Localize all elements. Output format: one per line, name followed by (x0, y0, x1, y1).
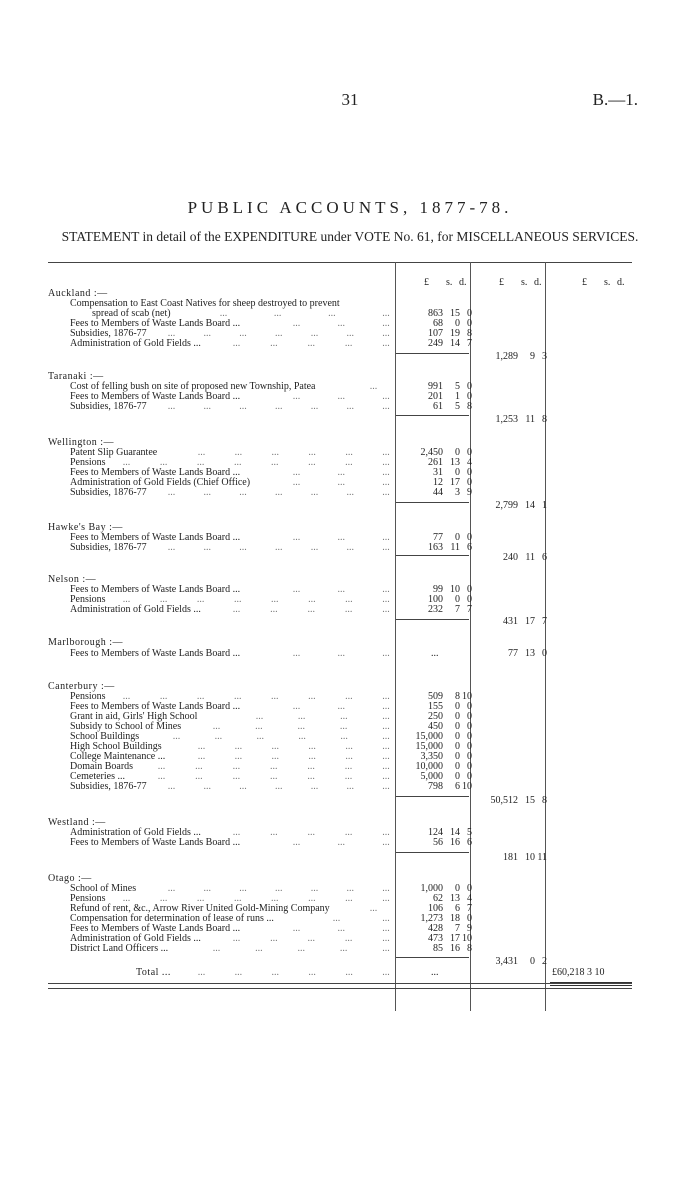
table-row (48, 837, 632, 848)
row-amount: 56 16 6 (433, 837, 472, 848)
row-amount: 31 0 0 (433, 467, 472, 478)
page-title: PUBLIC ACCOUNTS, 1877-78. (187, 198, 513, 217)
currency-header-pence: d. (534, 277, 542, 288)
row-amount: 12 17 0 (433, 477, 472, 488)
leader-dots: ... ... ... ... ... (233, 933, 390, 944)
row-label: Fees to Members of Waste Lands Board ... (70, 391, 241, 402)
leader-dots: ... ... ... ... ... ... ... ... (123, 457, 390, 468)
leader-dots: ... ... ... ... ... ... ... ... (123, 691, 390, 702)
row-label: Subsidy to School of Mines (70, 721, 182, 732)
table-row (48, 338, 632, 349)
section-name: Wellington :— (48, 437, 114, 448)
leader-dots: ... ... ... ... (220, 308, 390, 319)
leader-dots: ... ... ... (293, 701, 390, 712)
empty-amount: ... (431, 967, 439, 978)
row-amount: 68 0 0 (433, 318, 472, 329)
section-total: 240 11 6 (503, 552, 547, 563)
row-label: Pensions (70, 457, 106, 468)
row-label: Cemeteries ... (70, 771, 125, 782)
section-total: 77 13 0 (508, 648, 547, 659)
section-total: 181 10 11 (503, 852, 547, 863)
section-total: 431 17 7 (503, 616, 547, 627)
row-amount: 261 13 4 (428, 457, 472, 468)
section-total-row (48, 500, 632, 511)
grand-total-rule (550, 982, 632, 983)
section-name: Hawke's Bay :— (48, 522, 123, 533)
leader-dots: ... ... ... ... ... (213, 943, 390, 954)
leader-dots: ... ... ... ... ... ... ... (158, 761, 390, 772)
row-amount: 77 0 0 (433, 532, 472, 543)
leader-dots: ... ... ... (293, 584, 390, 595)
row-label: Pensions (70, 594, 106, 605)
page-number: 31 (341, 90, 359, 109)
leader-dots: ... (370, 381, 378, 392)
section-total: 3,431 0 2 (495, 956, 547, 967)
row-label: Fees to Members of Waste Lands Board ... (70, 837, 241, 848)
grand-total-label: Total ... (136, 967, 171, 978)
leader-dots: ... ... (333, 913, 390, 924)
section-name: Otago :— (48, 873, 92, 884)
row-amount: 100 0 0 (428, 594, 472, 605)
leader-dots: ... ... ... ... ... ... (198, 967, 390, 978)
section-total-row (48, 616, 632, 627)
row-label: Fees to Members of Waste Lands Board ... (70, 923, 241, 934)
row-amount: 107 19 8 (428, 328, 472, 339)
grand-total-amount: £60,218 3 10 (552, 967, 605, 978)
row-label: Compensation to East Coast Natives for sheep destroyed to prevent (70, 298, 340, 309)
row-label: Grant in aid, Girls' High School (70, 711, 198, 722)
row-amount: 991 5 0 (428, 381, 472, 392)
row-amount: 863 15 0 (428, 308, 472, 319)
row-amount: 232 7 7 (428, 604, 472, 615)
leader-dots: ... ... ... ... ... ... (173, 731, 390, 742)
leader-dots: ... ... ... ... ... ... ... (168, 328, 390, 339)
row-label: College Maintenance ... (70, 751, 166, 762)
row-label: Administration of Gold Fields ... (70, 338, 201, 349)
row-amount: 10,000 0 0 (415, 761, 472, 772)
row-amount: 1,273 18 0 (420, 913, 472, 924)
table-row (48, 943, 632, 954)
leader-dots: ... ... ... (293, 923, 390, 934)
row-amount: 15,000 0 0 (415, 731, 472, 742)
leader-dots: ... ... ... ... ... ... ... (158, 771, 390, 782)
row-amount: 5,000 0 0 (420, 771, 472, 782)
section-total: 2,799 14 1 (495, 500, 547, 511)
leader-dots: ... ... ... (293, 477, 390, 488)
row-label: Refund of rent, &c., Arrow River United Gold-Mining Company (70, 903, 330, 914)
leader-dots: ... ... ... ... ... ... ... (168, 781, 390, 792)
section-heading (48, 637, 632, 648)
leader-dots: ... ... ... ... ... (233, 827, 390, 838)
leader-dots: ... ... ... (293, 391, 390, 402)
expenditure-table (48, 262, 632, 1011)
table-bottom-rule (48, 988, 632, 989)
leader-dots: ... ... ... ... ... ... ... (168, 487, 390, 498)
row-amount: 798 6 10 (428, 781, 472, 792)
row-amount: 99 10 0 (433, 584, 472, 595)
leader-dots: ... ... ... ... ... (233, 338, 390, 349)
grand-total-row (48, 967, 632, 978)
row-amount: 106 6 7 (428, 903, 472, 914)
leader-dots: ... ... ... ... ... ... ... (168, 401, 390, 412)
section-total-row (48, 414, 632, 425)
row-label: Administration of Gold Fields ... (70, 933, 201, 944)
row-amount: 124 14 5 (428, 827, 472, 838)
row-amount: 62 13 4 (433, 893, 472, 904)
currency-header-pounds: £ (499, 277, 504, 288)
row-label: Fees to Members of Waste Lands Board ... (70, 532, 241, 543)
table-row (48, 604, 632, 615)
row-label: spread of scab (net) (92, 308, 171, 319)
row-label: Subsidies, 1876-77 (70, 542, 147, 553)
row-amount: 250 0 0 (428, 711, 472, 722)
row-amount: 450 0 0 (428, 721, 472, 732)
row-label: Patent Slip Guarantee (70, 447, 158, 458)
leader-dots: ... ... ... ... ... ... ... (168, 542, 390, 553)
currency-header-pence: d. (617, 277, 625, 288)
leader-dots: ... ... ... (293, 318, 390, 329)
row-label: Subsidies, 1876-77 (70, 328, 147, 339)
leader-dots: ... ... ... (293, 837, 390, 848)
statement-subtitle: STATEMENT in detail of the EXPENDITURE under VOTE No. 61, for MISCELLANEOUS SERVICES. (61, 229, 639, 244)
row-amount: 163 11 6 (428, 542, 472, 553)
currency-header-pounds: £ (582, 277, 587, 288)
table-bottom-rule (48, 983, 632, 984)
leader-dots: ... ... ... ... ... ... ... ... (123, 893, 390, 904)
row-label: Fees to Members of Waste Lands Board ... (70, 584, 241, 595)
section-name: Taranaki :— (48, 371, 104, 382)
leader-dots: ... ... ... (293, 648, 390, 659)
row-label: Fees to Members of Waste Lands Board ... (70, 648, 241, 659)
row-label: Subsidies, 1876-77 (70, 401, 147, 412)
table-row (48, 487, 632, 498)
row-amount: 3,350 0 0 (420, 751, 472, 762)
row-amount: 201 1 0 (428, 391, 472, 402)
row-label: School of Mines (70, 883, 137, 894)
section-total-row (48, 956, 632, 967)
section-name: Marlborough :— (48, 637, 124, 648)
row-label: School Buildings (70, 731, 140, 742)
leader-dots: ... ... ... ... ... (233, 604, 390, 615)
table-row (48, 781, 632, 792)
section-total-row (48, 351, 632, 362)
row-label: Domain Boards (70, 761, 134, 772)
row-amount: 44 3 9 (433, 487, 472, 498)
row-amount: 1,000 0 0 (420, 883, 472, 894)
grand-total-rule (550, 985, 632, 986)
table-row (48, 648, 632, 659)
leader-dots: ... ... ... ... ... ... ... ... (123, 594, 390, 605)
row-amount: 61 5 8 (433, 401, 472, 412)
section-total-row (48, 852, 632, 863)
row-label: Subsidies, 1876-77 (70, 487, 147, 498)
section-total: 1,253 11 8 (495, 414, 547, 425)
row-label: Administration of Gold Fields ... (70, 827, 201, 838)
currency-header-pounds: £ (424, 277, 429, 288)
row-label: Cost of felling bush on site of proposed new Township, Patea (70, 381, 316, 392)
leader-dots: ... ... ... ... ... ... ... (168, 883, 390, 894)
row-label: Fees to Members of Waste Lands Board ... (70, 467, 241, 478)
currency-header-pence: d. (459, 277, 467, 288)
row-amount: 509 8 10 (428, 691, 472, 702)
row-label: Administration of Gold Fields (Chief Office) (70, 477, 251, 488)
table-row (48, 401, 632, 412)
currency-header-shillings: s. (521, 277, 528, 288)
row-label: Pensions (70, 691, 106, 702)
section-name: Canterbury :— (48, 681, 115, 692)
leader-dots: ... ... ... (293, 467, 390, 478)
leader-dots: ... ... ... ... ... (213, 721, 390, 732)
leader-dots: ... ... ... ... ... ... (198, 751, 390, 762)
row-amount: 428 7 9 (428, 923, 472, 934)
section-total-row (48, 552, 632, 563)
row-label: High School Buildings (70, 741, 162, 752)
section-total: 50,512 15 8 (490, 795, 547, 806)
row-amount: 2,450 0 0 (420, 447, 472, 458)
row-amount: 155 0 0 (428, 701, 472, 712)
section-name: Auckland :— (48, 288, 108, 299)
row-label: Fees to Members of Waste Lands Board ... (70, 318, 241, 329)
row-label: District Land Officers ... (70, 943, 169, 954)
document-reference: B.—1. (592, 90, 638, 109)
section-total-row (48, 795, 632, 806)
row-amount: 85 16 8 (433, 943, 472, 954)
row-amount: 15,000 0 0 (415, 741, 472, 752)
empty-amount: ... (431, 648, 439, 659)
leader-dots: ... (370, 903, 378, 914)
row-amount: 473 17 10 (428, 933, 472, 944)
section-name: Westland :— (48, 817, 106, 828)
section-name: Nelson :— (48, 574, 97, 585)
currency-header-shillings: s. (446, 277, 453, 288)
row-label: Administration of Gold Fields ... (70, 604, 201, 615)
row-label: Fees to Members of Waste Lands Board ... (70, 701, 241, 712)
section-total: 1,289 9 3 (495, 351, 547, 362)
row-label: Compensation for determination of lease of runs ... (70, 913, 274, 924)
currency-header-shillings: s. (604, 277, 611, 288)
row-label: Pensions (70, 893, 106, 904)
leader-dots: ... ... ... (293, 532, 390, 543)
leader-dots: ... ... ... ... ... ... (198, 447, 390, 458)
row-amount: 249 14 7 (428, 338, 472, 349)
row-label: Subsidies, 1876-77 (70, 781, 147, 792)
leader-dots: ... ... ... ... (256, 711, 390, 722)
leader-dots: ... ... ... ... ... ... (198, 741, 390, 752)
